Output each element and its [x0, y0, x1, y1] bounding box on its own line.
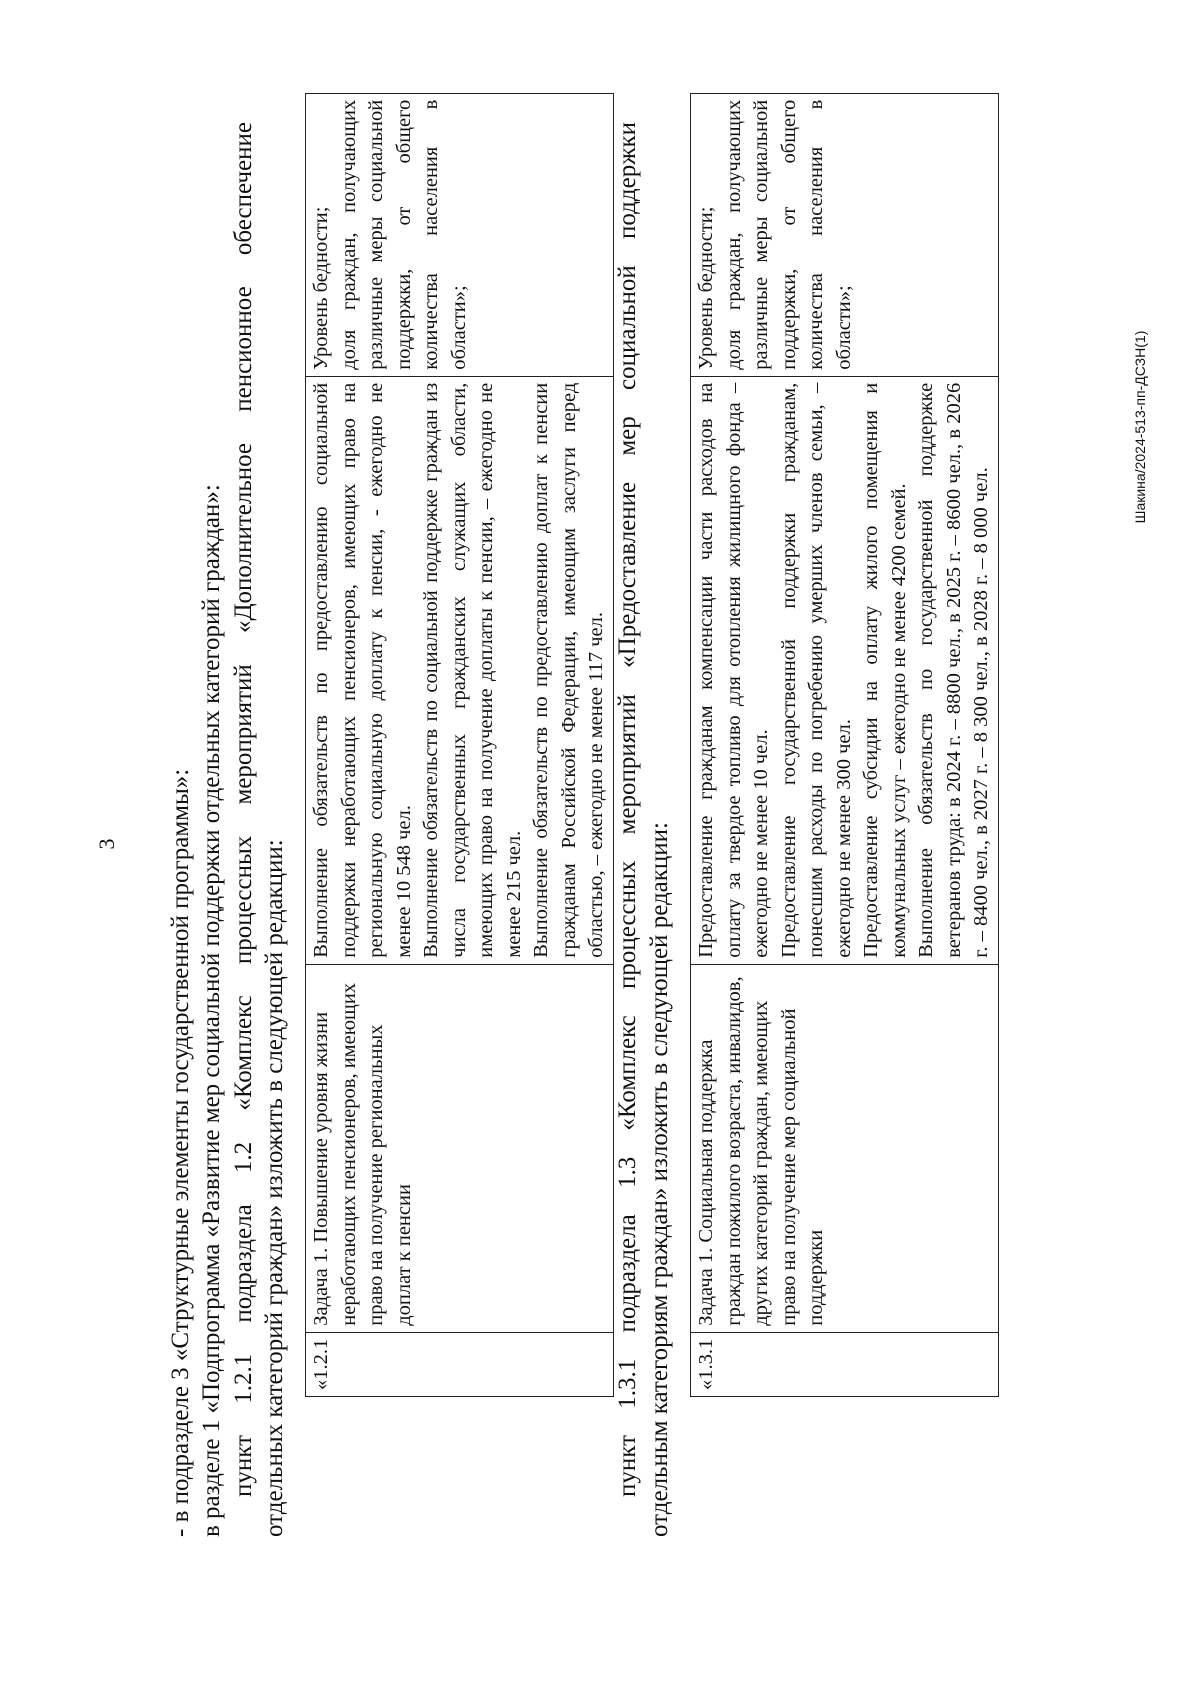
page-number: 3 [94, 838, 119, 850]
section2-line-1: пункт 1.3.1 подраздела 1.3 «Комплекс процессных мероприятий «Предоставление мер социальной поддержки [614, 122, 641, 1497]
activity-item: Выполнение обязательств по социальной поддержке граждан из числа государственных гражданских служащих области, имеющих право на получение доплаты к пенсии, – ежегодно не менее 215 чел. [420, 382, 525, 958]
table-row [691, 93, 999, 1396]
activities-cell [691, 376, 999, 964]
activity-item: Выполнение обязательств по предоставлению доплат к пенсии гражданам Российской Федерации, имеющим заслуги перед областью, – ежегодно не менее 117 чел. [530, 382, 607, 958]
task-cell: Задача 1. Социальная поддержка граждан пожилого возраста, инвалидов, других категорий граждан, имеющих право на получение мер социальной поддержки [691, 964, 999, 1332]
activities-cell [306, 376, 614, 964]
activity-item: Выполнение обязательств по государственной поддержке ветеранов труда: в 2024 г. – 8800 чел., в 2025 г. – 8600 чел., в 2026 г. – 8400 чел., в 2027 г. – 8 300 чел., в 2028 г. – 8 000 чел. [915, 382, 992, 958]
table-row [306, 93, 614, 1396]
activity-item: Предоставление субсидии на оплату жилого помещения и коммунальных услуг – ежегодно не менее 4200 семей. [860, 382, 910, 958]
intro-line-2: в разделе 1 «Подпрограмма «Развитие мер социальной поддержки отдельных категорий граждан»: [198, 484, 225, 1537]
measures-table-1-3-1 [690, 93, 999, 1397]
activity-item: Выполнение обязательств по предоставлению социальной поддержки неработающих пенсионеров, имеющих право на региональную социальную доплату к пенсии, - ежегодно не менее 10 548 чел. [310, 382, 415, 958]
intro-line-1: - в подразделе 3 «Структурные элементы государственной программы»: [167, 768, 194, 1537]
activity-item: Предоставление государственной поддержки гражданам, понесшим расходы по погребению умерших членов семьи, – ежегодно не менее 300 чел. [777, 382, 855, 958]
document-code: Шакина/2024-513-пп-ДСЗН(1) [1132, 330, 1148, 524]
item-number: «1.2.1 [306, 1332, 614, 1396]
indicator-item: Уровень бедности; [310, 206, 332, 370]
task-cell: Задача 1. Повышение уровня жизни неработающих пенсионеров, имеющих право на получение региональных доплат к пенсии [306, 964, 614, 1332]
indicator-item: Уровень бедности; [695, 206, 717, 370]
measures-table-1-2-1 [305, 93, 614, 1397]
indicators-cell [306, 93, 614, 376]
indicator-item: доля граждан, получающих различные меры социальной поддержки, от общего количества населения в области»; [337, 99, 470, 370]
indicator-item: доля граждан, получающих различные меры социальной поддержки, от общего количества населения в области»; [722, 99, 855, 370]
section2-line-2: отдельным категориям граждан» изложить в следующей редакции: [646, 821, 673, 1537]
activity-item: Предоставление гражданам компенсации части расходов на оплату за твердое топливо для отопления жилищного фонда – ежегодно не менее 10 чел. [695, 382, 772, 958]
indicators-cell [691, 93, 999, 376]
item-number: «1.3.1 [691, 1332, 999, 1396]
intro-line-3: пункт 1.2.1 подраздела 1.2 «Комплекс процессных мероприятий «Дополнительное пенсионное обеспечение [230, 122, 257, 1497]
intro-line-4: отдельных категорий граждан» изложить в следующей редакции: [261, 839, 288, 1537]
